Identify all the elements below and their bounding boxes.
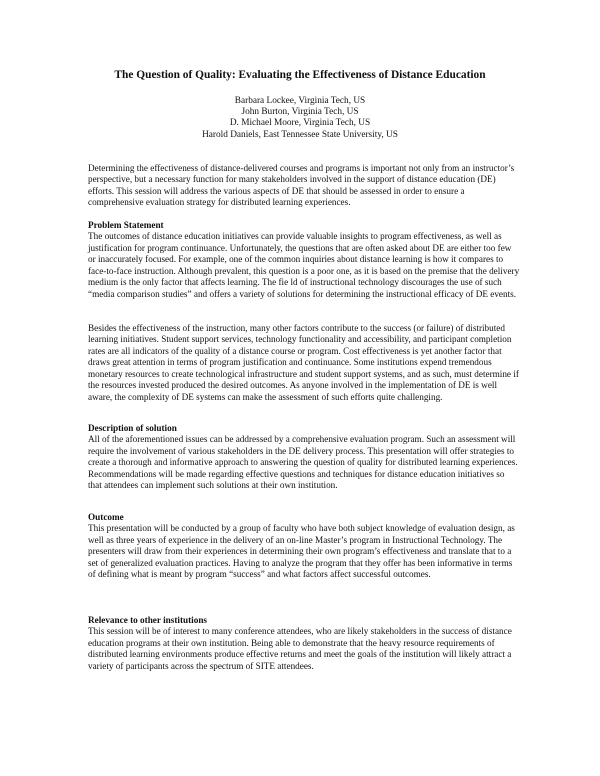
- section-heading: Outcome: [88, 512, 124, 522]
- intro-section: [88, 163, 520, 209]
- body-paragraph: All of the aforementioned issues can be addressed by a comprehensive evaluation program. Such an assessment will require the involvement of various stakeholders in the DE delivery process. This presentation will offer strategies to create a thorough and informative approach to answering the question of quality for distributed learning experiences. Recommendations will be made regarding effective questions and techniques for distance education initiatives so that attendees can implement such solutions at their own institution.: [88, 434, 518, 491]
- section-heading: Relevance to other institutions: [88, 615, 208, 625]
- section-heading: Description of solution: [88, 423, 177, 433]
- description-section: [88, 423, 520, 492]
- author-line: John Burton, Virginia Tech, US: [241, 107, 359, 118]
- problem-statement-continued: [88, 323, 520, 403]
- section-heading: Problem Statement: [88, 220, 164, 230]
- body-paragraph: This presentation will be conducted by a group of faculty who have both subject knowledge of evaluation design, as well as three years of experience in the delivery of an on-line Master’s program in Instructional Technology. The presenters will draw from their experiences in determining their own program’s effectiveness and translate that to a set of generalized evaluation practices. Having to analyze the program that they offer has been informative in terms of defining what is meant by program “success” and what factors affect successful outcomes.: [88, 523, 515, 580]
- problem-statement-section: [88, 220, 520, 300]
- page-title: The Question of Quality: Evaluating the Effectiveness of Distance Education: [114, 69, 486, 81]
- body-paragraph: This session will be of interest to many conference attendees, who are likely stakeholders in the success of distance education programs at their own institution. Being able to demonstrate that the heavy resource requirements of distributed learning environments produce effective returns and meet the goals of the institution will likely attract a variety of participants across the spectrum of SITE attendees.: [88, 626, 512, 671]
- author-line: Harold Daniels, East Tennessee State University, US: [202, 129, 398, 140]
- body-paragraph: The outcomes of distance education initiatives can provide valuable insights to program effectiveness, as well as justification for program continuance. Unfortunately, the questions that are often asked about DE are either too few or inaccurately focused. For example, one of the common inquiries about distance learning is how it compares to face-to-face instruction. Although prevalent, this question is a poor one, as it is based on the premise that the delivery medium is the only factor that affects learning. The fie ld of instructional technology discourages the use of such “media comparison studies” and offers a variety of solutions for determining the instructional efficacy of DE events.: [88, 231, 520, 299]
- author-line: D. Michael Moore, Virginia Tech, US: [229, 118, 371, 129]
- outcome-section: [88, 512, 520, 581]
- relevance-section: [88, 615, 520, 672]
- author-list: [0, 96, 600, 141]
- body-paragraph: Besides the effectiveness of the instruction, many other factors contribute to the success (or failure) of distributed learning initiatives. Student support services, technology functionality and accessibility, and participant completion rates are all indicators of the quality of a distance course or program. Cost effectiveness is yet another factor that draws great attention in terms of program justification and continuance. Some institutions expend tremendous monetary resources to create technological infrastructure and student support systems, and as such, must determine if the resources invested produced the desired outcomes. As anyone involved in the implementation of DE is well aware, the complexity of DE systems can make the assessment of such efforts quite challenging.: [88, 323, 519, 402]
- author-line: Barbara Lockee, Virginia Tech, US: [234, 96, 366, 106]
- intro-paragraph: Determining the effectiveness of distance-delivered courses and programs is important not only from an instructor’s perspective, but a necessary function for many stakeholders involved in the support of distance education (DE) efforts. This session will address the various aspects of DE that should be assessed in order to ensure a comprehensive evaluation strategy for distributed learning experiences.: [88, 163, 515, 208]
